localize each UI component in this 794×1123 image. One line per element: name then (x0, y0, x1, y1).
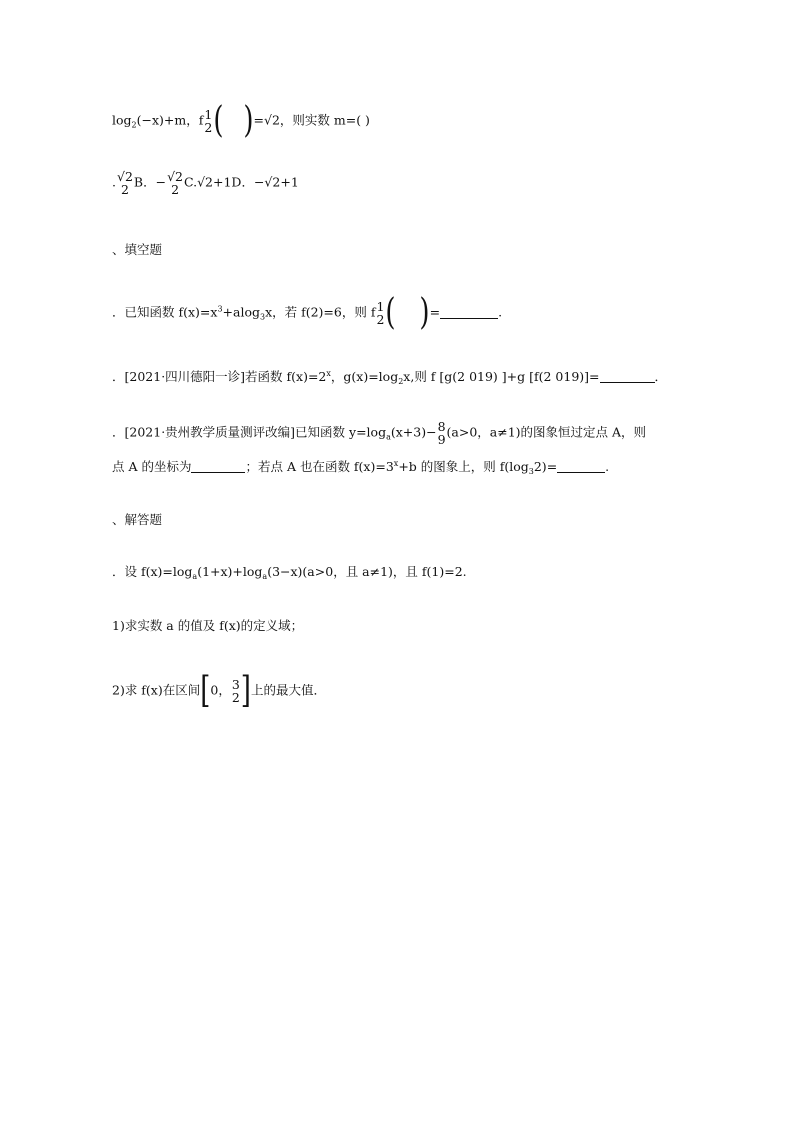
text: 0， (210, 682, 231, 698)
numerator: 8 (437, 419, 446, 434)
answer-blank[interactable] (557, 460, 605, 473)
subscript: a (386, 432, 391, 442)
fill-question-3 (112, 420, 646, 446)
option-a-fraction (117, 170, 133, 196)
text: ．[2021·贵州教学质量测评改编]已知函数 y=log (112, 424, 387, 440)
option-b-label: B．− (133, 174, 167, 190)
text: x，若 f(2)=6，则 f (265, 304, 376, 320)
left-paren: ( (385, 292, 396, 334)
text: = (429, 304, 441, 320)
denominator: 2 (204, 120, 213, 135)
option-b-fraction (167, 170, 183, 196)
superscript: 3 (217, 304, 223, 314)
subscript: 2 (398, 377, 404, 386)
answer-question-1 (112, 564, 467, 585)
fill-question-2 (112, 366, 667, 390)
denominator: 2 (231, 690, 240, 705)
subscript: a (262, 572, 268, 581)
text: . (605, 459, 610, 474)
period: . (498, 304, 503, 320)
text: ，g(x)=log (330, 369, 399, 384)
text: (3−x)(a>0，且 a≠1)，且 f(1)=2. (267, 564, 467, 579)
text: (x+3)− (390, 424, 437, 440)
denominator: 2 (120, 182, 129, 197)
text: ．已知函数 f(x)=x (112, 304, 218, 320)
text: 2)= (533, 459, 558, 474)
numerator: √2 (116, 169, 133, 184)
text: +alog (222, 304, 260, 320)
subscript: a (192, 572, 198, 581)
fraction-half (376, 300, 384, 326)
text: ．[2021·四川德阳一诊]若函数 f(x)=2 (112, 369, 327, 384)
answer-part-2 (112, 670, 326, 712)
option-a-dot: . (112, 174, 116, 190)
question-top (112, 100, 370, 142)
denominator: 9 (437, 432, 446, 447)
option-c-d-label: C.√2+1D．−√2+1 (184, 174, 299, 190)
denominator: 2 (171, 182, 180, 197)
right-paren: ) (243, 100, 254, 142)
right-bracket: ] (240, 670, 251, 712)
fraction-half (204, 108, 212, 134)
text: 点 A 的坐标为 (112, 459, 192, 474)
text: x,则 f [g(2 019) ]+g [f(2 019)]= (403, 369, 600, 384)
question-tail: =√2，则实数 m=( ) (253, 112, 370, 128)
log-text: log (112, 112, 132, 128)
right-paren: ) (419, 292, 430, 334)
text: (a>0，a≠1)的图象恒过定点 A，则 (446, 424, 647, 440)
text: 2)求 f(x)在区间 (112, 682, 201, 698)
numerator: 1 (376, 299, 385, 314)
superscript: x (326, 369, 331, 378)
text: 上的最大值． (250, 682, 326, 698)
fill-question-1 (112, 292, 503, 334)
text: ．设 f(x)=log (112, 564, 193, 579)
fraction-eight-ninths (438, 420, 446, 446)
superscript: x (393, 459, 399, 468)
text: ． (654, 369, 668, 384)
log-base: 2 (131, 120, 137, 130)
numerator: 3 (231, 677, 240, 692)
numerator: √2 (167, 169, 183, 184)
fill-question-3-line-2 (112, 456, 609, 480)
numerator: 1 (204, 107, 213, 122)
fraction-three-halves (232, 678, 240, 704)
left-paren: ( (213, 100, 224, 142)
question-text: (−x)+m，f (136, 112, 204, 128)
subscript: 3 (528, 467, 534, 476)
answer-part-1: 1)求实数 a 的值及 f(x)的定义域； (112, 618, 304, 633)
subscript: 3 (259, 312, 266, 322)
answer-blank[interactable] (600, 370, 655, 383)
answer-blank[interactable] (440, 306, 498, 319)
section-fill-heading: 、填空题 (112, 242, 163, 257)
text: ；若点 A 也在函数 f(x)=3 (245, 459, 394, 474)
left-bracket: [ (200, 670, 211, 712)
section-answer-heading: 、解答题 (112, 512, 163, 527)
denominator: 2 (376, 312, 385, 327)
text: (1+x)+log (197, 564, 263, 579)
options-line (112, 170, 299, 196)
text: +b 的图象上，则 f(log (398, 459, 529, 474)
answer-blank[interactable] (191, 460, 245, 473)
